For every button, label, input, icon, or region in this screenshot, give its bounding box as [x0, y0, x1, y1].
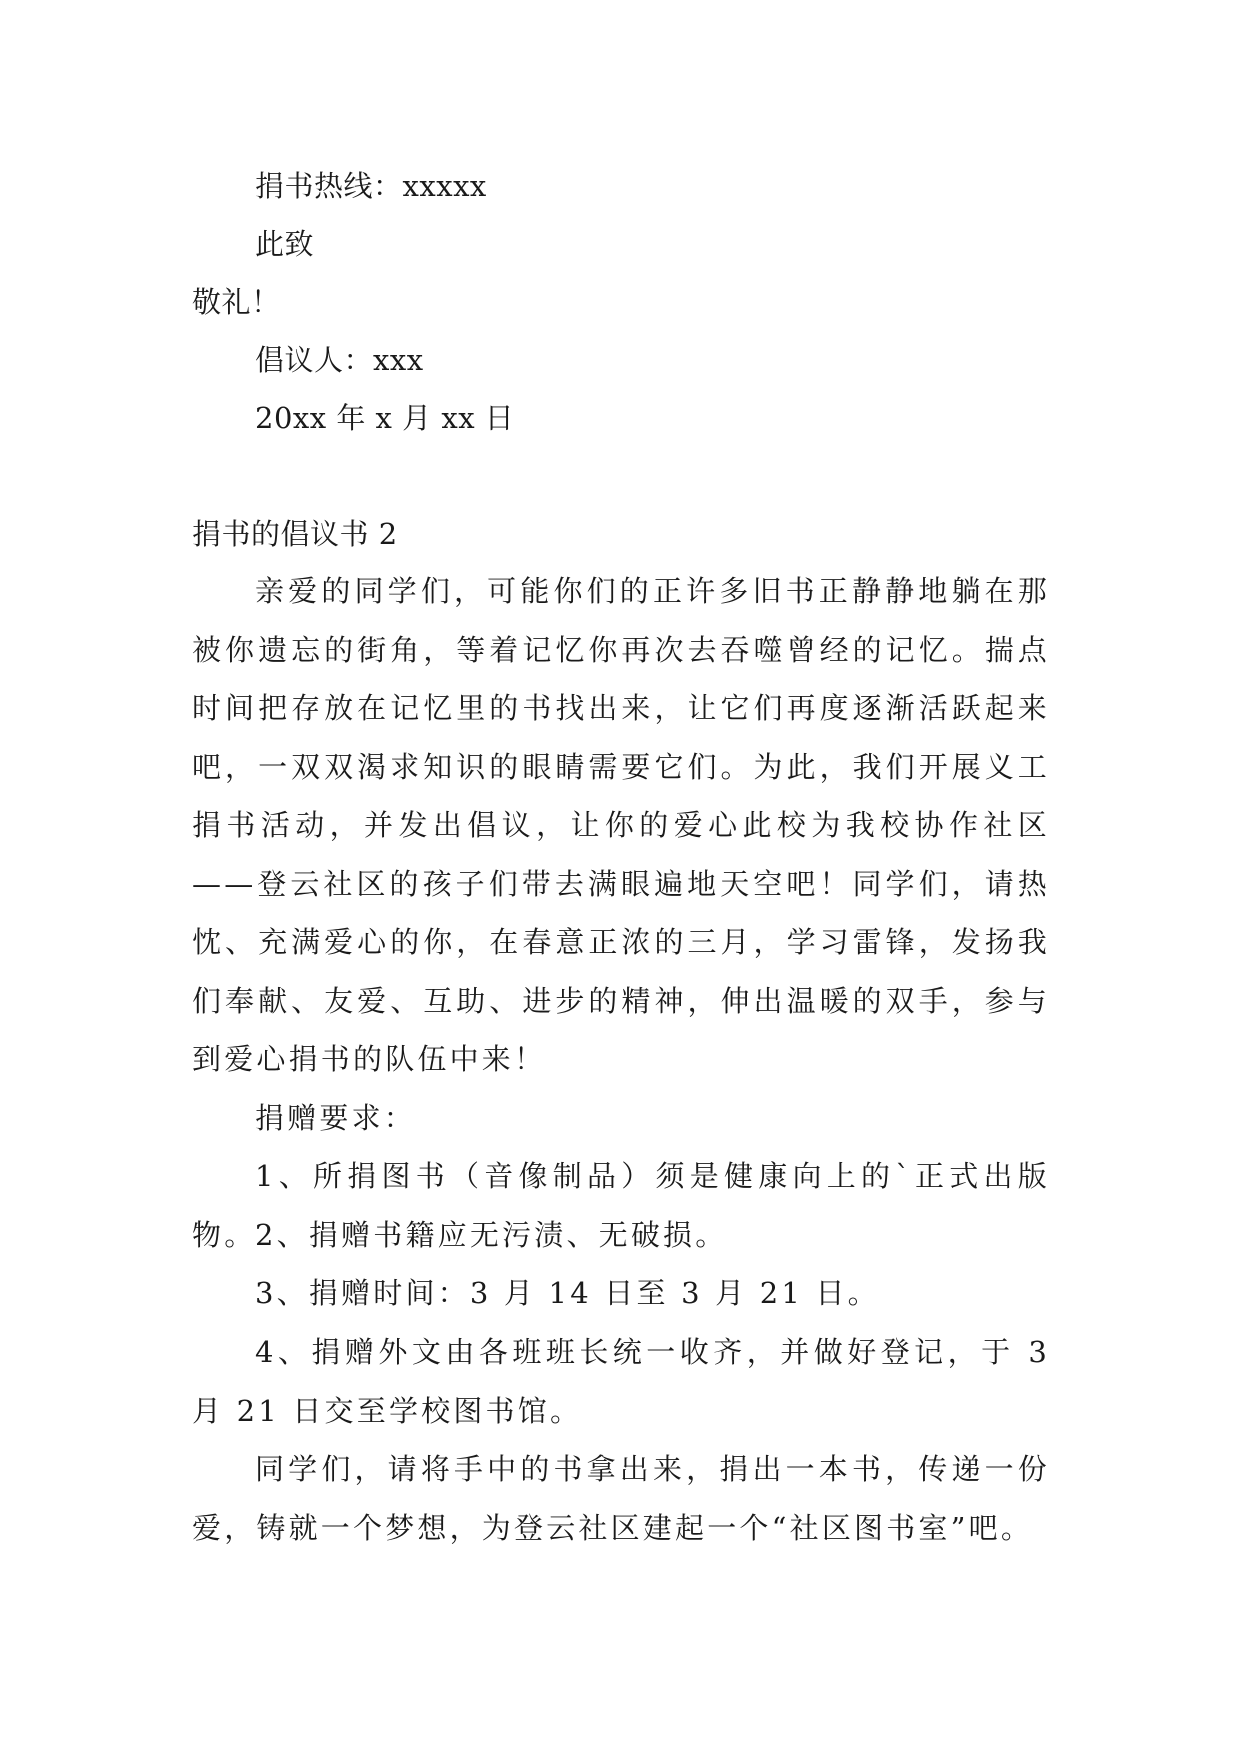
- initiator-line: 倡议人：xxx: [255, 343, 424, 377]
- requirement-3: 3、捐赠时间：3 月 14 日至 3 月 21 日。: [255, 1276, 880, 1310]
- date-line: 20xx 年 x 月 xx 日: [255, 401, 515, 435]
- requirement-4: 4、捐赠外文由各班班长统一收齐，并做好登记，于 3 月 21 日交至学校图书馆。: [192, 1335, 1050, 1428]
- requirements-title: 捐赠要求：: [255, 1101, 417, 1135]
- salute-line: 敬礼！: [192, 285, 281, 319]
- requirement-1: 1、所捐图书（音像制品）须是健康向上的`正式出版物。: [192, 1159, 1050, 1252]
- requirement-2: 2、捐赠书籍应无污渍、无破损。: [255, 1218, 728, 1252]
- closing-salutation: 此致: [255, 227, 315, 261]
- closing-paragraph: 同学们，请将手中的书拿出来，捐出一本书，传递一份爱，铸就一个梦想，为登云社区建起一个“社区图书室”吧。: [192, 1452, 1050, 1545]
- section-heading: 捐书的倡议书 2: [192, 517, 398, 551]
- intro-paragraph: 亲爱的同学们，可能你们的正许多旧书正静静地躺在那被你遗忘的街角，等着记忆你再次去吞噬曾经的记忆。揣点时间把存放在记忆里的书找出来，让它们再度逐渐活跃起来吧，一双双渴求知识的眼睛需要它们。为此，我们开展义工捐书活动，并发出倡议，让你的爱心此校为我校协作社区——登云社区的孩子们带去满眼遍地天空吧！同学们，请热忱、充满爱心的你，在春意正浓的三月，学习雷锋，发扬我们奉献、友爱、互助、进步的精神，伸出温暖的双手，参与到爱心捐书的队伍中来！: [192, 574, 1050, 1076]
- hotline-line: 捐书热线：xxxxx: [255, 169, 487, 203]
